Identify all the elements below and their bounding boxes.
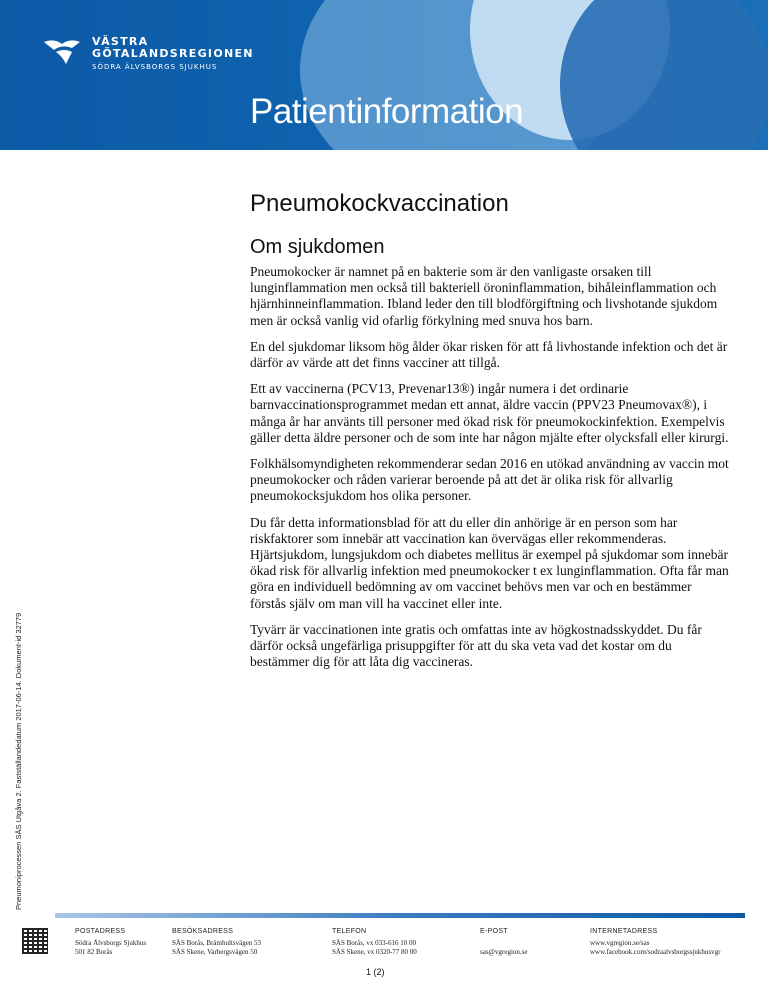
banner-decoration [560,0,768,150]
email-link[interactable]: sas@vgregion.se [480,948,528,956]
facebook-link[interactable]: www.facebook.com/sodraalvsborgssjukhusvgr [590,948,721,956]
footer-heading: BESÖKSADRESS [172,928,234,935]
footer-heading: E-POST [480,928,508,935]
footer-heading: INTERNETADRESS [590,928,658,935]
paragraph: Pneumokocker är namnet på en bakterie som är den vanligaste orsaken till lunginflammation men också till bakteriell öroninflammation, bihåleinflammation och hjärnhinneinflammation. Ibland leder den till blodförgiftning och livshotande sjukdom men är också vanlig vid ofarlig förkylning med snuva hos barn. [250,264,718,328]
section-title: Om sjukdomen [250,236,385,258]
document-id-text: Pneumoniprocessen SÄS Utgåva 2. Fastställandedatum 2017-06-14. Dokument-id 32779 [14,612,23,910]
organization-name [92,36,254,60]
footer-line: SÄS Borås, vx 033-616 10 00 [332,938,417,947]
footer-postal-address [75,927,146,958]
footer-line: SÄS Borås, Brämhultsvägen 53 [172,938,262,947]
footer-phone [332,927,417,958]
footer-email [480,927,527,958]
footer-internet [590,927,720,958]
org-name-line2: GÖTALANDSREGIONEN [92,47,254,60]
footer-heading: TELEFON [332,928,367,935]
footer-line: 501 82 Borås [75,948,113,956]
header-banner [0,0,768,150]
paragraph: Tyvärr är vaccinationen inte gratis och omfattas inte av högkostnadsskyddet. Du får därför också ungefärliga prisuppgifter för att du ska veta vad det kostar om du bestämmer dig för att låta dig vaccineras. [250,621,702,670]
footer-line: SÄS Skene, Varbergsvägen 50 [172,948,258,956]
website-link[interactable]: www.vgregion.se/sas [590,938,650,947]
qr-code-icon [22,928,48,954]
footer-divider [55,913,745,918]
footer-heading: POSTADRESS [75,928,126,935]
hospital-name: SÖDRA ÄLVSBORGS SJUKHUS [92,63,218,71]
footer-visiting-address [172,927,261,958]
paragraph: En del sjukdomar liksom hög ålder ökar risken för att få livhostande infektion och det är därför av värde att det finns vacciner att tillgå. [250,338,728,371]
footer-line [480,939,527,949]
paragraph: Du får detta informationsblad för att du eller din anhörige är en person som har riskfaktorer som innebär att vaccination kan övervägas eller rekommenderas. Hjärtsjukdom, lungsjukdom och diabetes mellitus är exempel på sjukdomar som innebär ökad risk för allvarlig infektion med pneumokocker t ex lunginflammation. Ofta får man göra en individuell bedömning av om vaccinet behövs men var och en bestämmer förstås själv om man vill ha vaccinet eller inte. [250,514,729,611]
region-logo-icon [42,38,82,66]
paragraph: Ett av vaccinerna (PCV13, Prevenar13®) ingår numera i det ordinarie barnvaccinationsprogrammet medan ett annat, äldre vaccin (PPV23 Pneumovax®), i många år har använts till personer med ökad risk för pneumokockinfektion. Exempelvis gäller detta äldre personer och de som inte har någon mjälte efter olycksfall eller kirurgi. [250,381,729,445]
body-text [250,264,730,680]
footer-line: SÄS Skene, vx 0320-77 80 00 [332,948,417,956]
org-name-line1: VÄSTRA [92,35,149,48]
footer-line: Södra Älvsborgs Sjukhus [75,938,147,947]
document-title: Pneumokockvaccination [250,190,509,217]
banner-title: Patientinformation [250,92,524,131]
page-number: 1 (2) [366,967,385,977]
paragraph: Folkhälsomyndigheten rekommenderar sedan 2016 en utökad användning av vaccin mot pneumokocker och råden varierar beroende på att det är olika risk för allvarlig pneumokocksjukdom hos olika personer. [250,456,729,504]
